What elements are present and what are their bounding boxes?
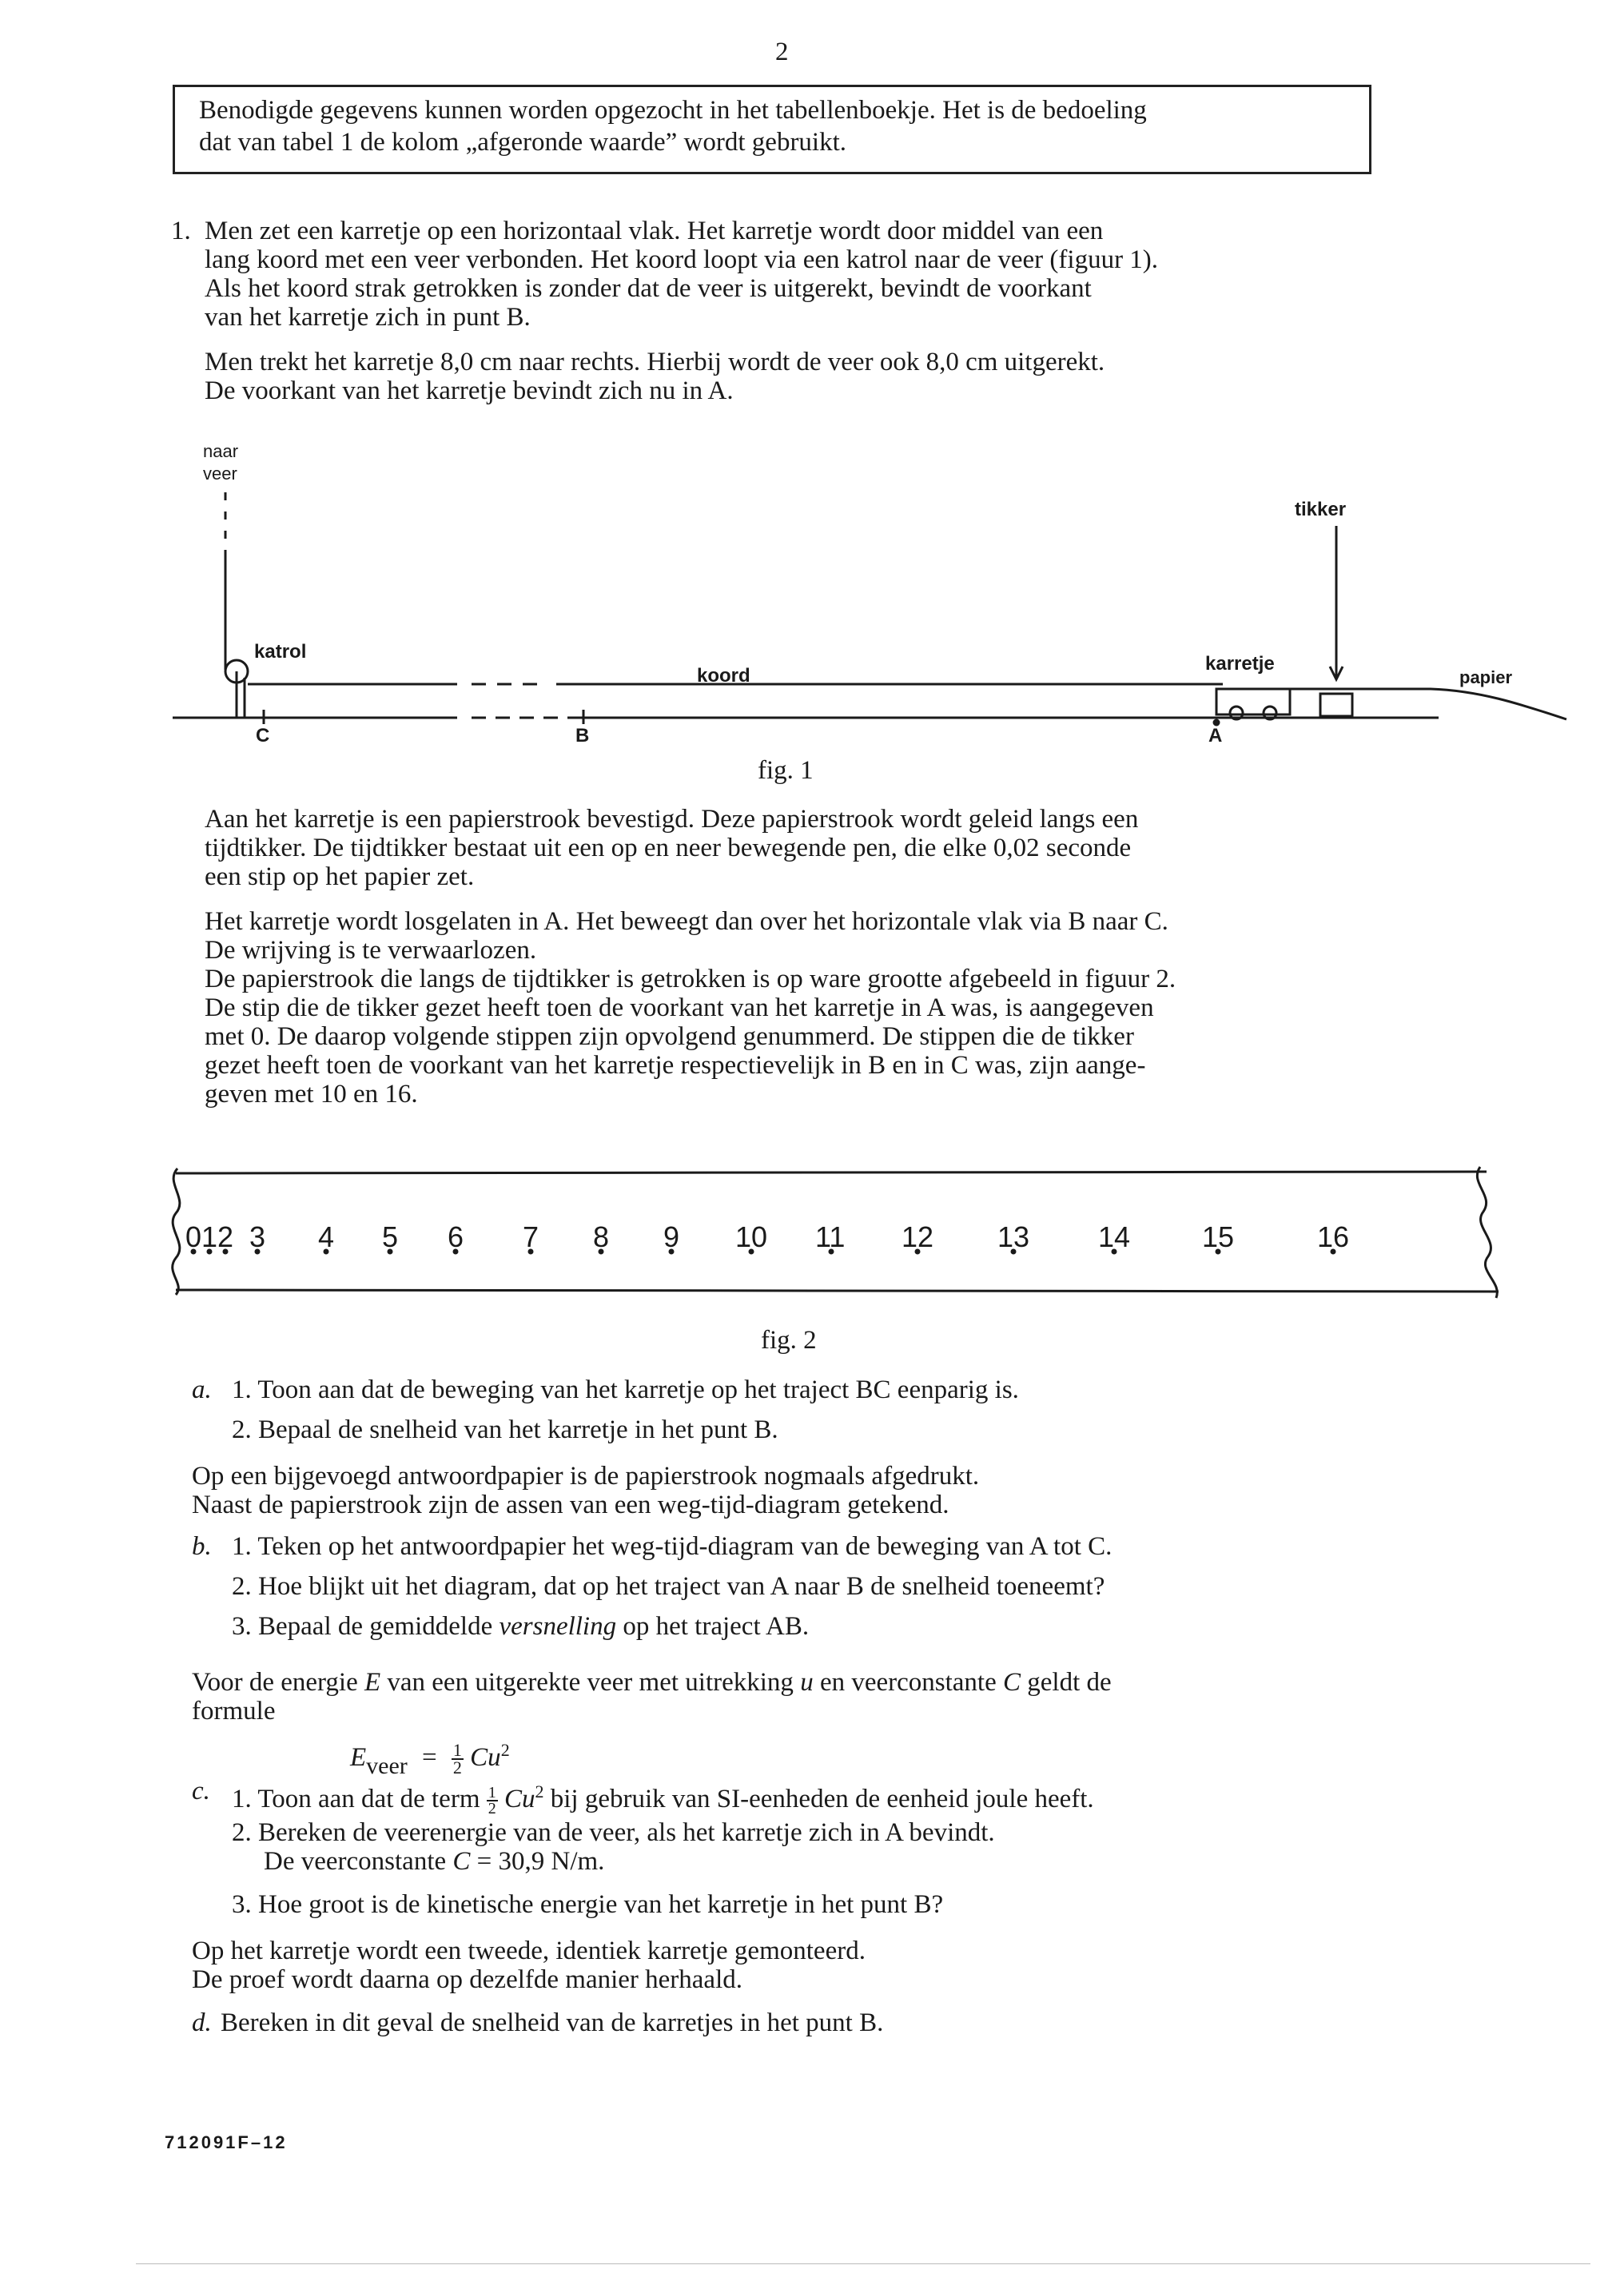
label-point-b: B: [575, 725, 590, 746]
tape-number: 10: [735, 1220, 768, 1253]
text-line: Men zet een karretje op een horizontaal vlak. Het karretje wordt door middel van een: [205, 217, 1104, 245]
question-c-1-post: bij gebruik van SI-eenheden de eenheid joule heeft.: [543, 1785, 1094, 1813]
fraction-numerator: 1: [488, 1784, 496, 1802]
formula-exponent: 2: [500, 1740, 510, 1760]
symbol-c: C: [1003, 1668, 1021, 1697]
energy-intro-line-2: formule: [192, 1697, 276, 1726]
label-naar: naar: [203, 441, 239, 461]
label-point-a: A: [1208, 725, 1223, 746]
tape-number: 13: [997, 1220, 1030, 1253]
text-line: De wrijving is te verwaarlozen.: [205, 936, 537, 965]
bottom-rule: [136, 2263, 1590, 2264]
term-exponent: 2: [535, 1781, 544, 1801]
text-line: De stip die de tikker gezet heeft toen de voorkant van het karretje in A was, is aangegeven: [205, 993, 1154, 1022]
notice-line-1: Benodigde gegevens kunnen worden opgezocht in het tabellenboekje. Het is de bedoeling: [199, 96, 1147, 125]
text-span: De veerconstante: [264, 1847, 453, 1876]
question-c-label: c.: [192, 1777, 210, 1805]
question-b-2: 2. Hoe blijkt uit het diagram, dat op het traject van A naar B de snelheid toeneemt?: [232, 1572, 1105, 1601]
question-c-3: 3. Hoe groot is de kinetische energie van het karretje in het punt B?: [232, 1890, 944, 1919]
question-b-3-post: op het traject AB.: [616, 1612, 810, 1641]
text-line: tijdtikker. De tijdtikker bestaat uit een op en neer bewegende pen, die elke 0,02 seconde: [205, 834, 1132, 862]
tape-right-tear: [1477, 1167, 1497, 1298]
question-a-2: 2. Bepaal de snelheid van het karretje in het punt B.: [232, 1415, 778, 1444]
question-b-label: b.: [192, 1532, 212, 1561]
second-cart-line-2: De proef wordt daarna op dezelfde manier herhaald.: [192, 1965, 742, 1994]
tape-number: 6: [448, 1220, 464, 1253]
text-line: Aan het karretje is een papierstrook bevestigd. Deze papierstrook wordt geleid langs een: [205, 805, 1139, 834]
tape-number: 14: [1098, 1220, 1131, 1253]
cart-icon: [1216, 689, 1290, 715]
text-line: De voorkant van het karretje bevindt zich nu in A.: [205, 376, 734, 405]
tape-numbers: [185, 1220, 1349, 1253]
tape-number: 11: [815, 1220, 846, 1253]
tape-number: 9: [663, 1220, 680, 1253]
page-number: 2: [775, 38, 789, 66]
text-line: een stip op het papier zet.: [205, 862, 475, 891]
formula-equals: =: [422, 1743, 437, 1772]
figure-1-caption: fig. 1: [758, 756, 814, 785]
text-line: lang koord met een veer verbonden. Het koord loopt via een katrol naar de veer (figuur 1).: [205, 245, 1159, 274]
text-span: geldt de: [1021, 1668, 1112, 1697]
tape-number: 7: [523, 1220, 539, 1253]
formula-subscript: veer: [366, 1753, 408, 1779]
text-span: Voor de energie: [192, 1668, 364, 1697]
question-b-3-emphasis: versnelling: [499, 1612, 617, 1641]
text-line: geven met 10 en 16.: [205, 1080, 418, 1109]
label-karretje: karretje: [1205, 653, 1275, 675]
answer-sheet-line-1: Op een bijgevoegd antwoordpapier is de papierstrook nogmaals afgedrukt.: [192, 1462, 980, 1491]
question-a-label: a.: [192, 1375, 212, 1404]
tape-number: 15: [1202, 1220, 1235, 1253]
paragraph-tape: [205, 806, 1138, 892]
term-cu: Cu: [504, 1785, 535, 1813]
intro-paragraph-1: [205, 217, 1158, 332]
term-fraction: [487, 1785, 498, 1816]
question-d-label: d.: [192, 2008, 212, 2037]
symbol-c: C: [452, 1847, 471, 1876]
tape-number: 12: [902, 1220, 934, 1253]
question-number: 1.: [171, 217, 191, 245]
energy-intro-line-1: [192, 1669, 1112, 1697]
tape-bottom-edge: [176, 1290, 1499, 1292]
question-b-1: 1. Teken op het antwoordpapier het weg-tijd-diagram van de beweging van A tot C.: [232, 1532, 1113, 1561]
label-point-c: C: [256, 725, 270, 746]
text-line: Als het koord strak getrokken is zonder dat de veer is uitgerekt, bevindt de voorkant: [205, 274, 1092, 303]
text-span: = 30,9 N/m.: [470, 1847, 605, 1876]
question-b-3: [232, 1613, 809, 1641]
notice-line-2: dat van tabel 1 de kolom „afgeronde waarde” wordt gebruikt.: [199, 128, 847, 157]
label-veer: veer: [203, 464, 237, 484]
fraction-denominator: 2: [452, 1758, 462, 1778]
question-c-2: 2. Bereken de veerenergie van de veer, als het karretje zich in A bevindt.: [232, 1818, 995, 1847]
marker-a: [1214, 720, 1219, 725]
figure-2-caption: fig. 2: [761, 1326, 817, 1355]
question-c-1-pre: 1. Toon aan dat de term: [232, 1785, 487, 1813]
fraction-numerator: 1: [452, 1740, 462, 1761]
text-line: Men trekt het karretje 8,0 cm naar rechts. Hierbij wordt de veer ook 8,0 cm uitgerekt.: [205, 348, 1105, 376]
text-line: van het karretje zich in punt B.: [205, 303, 531, 332]
text-line: De papierstrook die langs de tijdtikker is getrokken is op ware grootte afgebeeld in figuur 2.: [205, 965, 1176, 993]
question-c-1: [232, 1777, 1094, 1816]
formula-cu: Cu: [470, 1743, 501, 1772]
text-span: van een uitgerekte veer met uitrekking: [380, 1668, 801, 1697]
text-line: Het karretje wordt losgelaten in A. Het beweegt dan over het horizontale vlak via B naar C.: [205, 907, 1168, 936]
label-katrol: katrol: [254, 641, 307, 663]
symbol-u: u: [800, 1668, 814, 1697]
label-koord: koord: [697, 665, 750, 687]
answer-sheet-line-2: Naast de papierstrook zijn de assen van een weg-tijd-diagram getekend.: [192, 1491, 949, 1519]
question-d-text: Bereken in dit geval de snelheid van de karretjes in het punt B.: [221, 2008, 884, 2037]
tape-number: 0: [185, 1220, 202, 1253]
tape-number: 16: [1317, 1220, 1350, 1253]
symbol-e: E: [364, 1668, 381, 1697]
tape-number: 1: [201, 1220, 218, 1253]
tape-number: 2: [217, 1220, 234, 1253]
figure-2-tape: [0, 1159, 1624, 1319]
ticker-block: [1320, 694, 1352, 716]
footer-code: 712091F–12: [165, 2132, 288, 2152]
tape-number: 4: [318, 1220, 335, 1253]
figure-1: [0, 432, 1624, 785]
question-b-3-pre: 3. Bepaal de gemiddelde: [232, 1612, 500, 1641]
text-span: en veerconstante: [813, 1668, 1003, 1697]
tape-number: 3: [249, 1220, 266, 1253]
formula-fraction: [452, 1742, 464, 1776]
label-tikker: tikker: [1295, 499, 1347, 520]
paragraph-motion: [205, 908, 1176, 1109]
tape-left-tear: [173, 1168, 180, 1295]
intro-paragraph-2: [205, 348, 1105, 406]
question-a-1: 1. Toon aan dat de beweging van het karretje op het traject BC eenparig is.: [232, 1375, 1019, 1404]
spring-energy-formula: [350, 1736, 510, 1779]
second-cart-line-1: Op het karretje wordt een tweede, identiek karretje gemonteerd.: [192, 1937, 866, 1965]
question-c-2-constant: [264, 1848, 604, 1876]
label-papier: papier: [1459, 667, 1513, 687]
fraction-denominator: 2: [488, 1800, 496, 1818]
text-line: gezet heeft toen de voorkant van het karretje respectievelijk in B en in C was, zijn aange-: [205, 1051, 1146, 1080]
tape-top-edge: [176, 1172, 1487, 1173]
formula-e: E: [350, 1743, 367, 1772]
tape-number: 8: [593, 1220, 610, 1253]
notice-box: [173, 85, 1371, 174]
tape-number: 5: [382, 1220, 399, 1253]
text-line: met 0. De daarop volgende stippen zijn opvolgend genummerd. De stippen die de tikker: [205, 1022, 1134, 1051]
